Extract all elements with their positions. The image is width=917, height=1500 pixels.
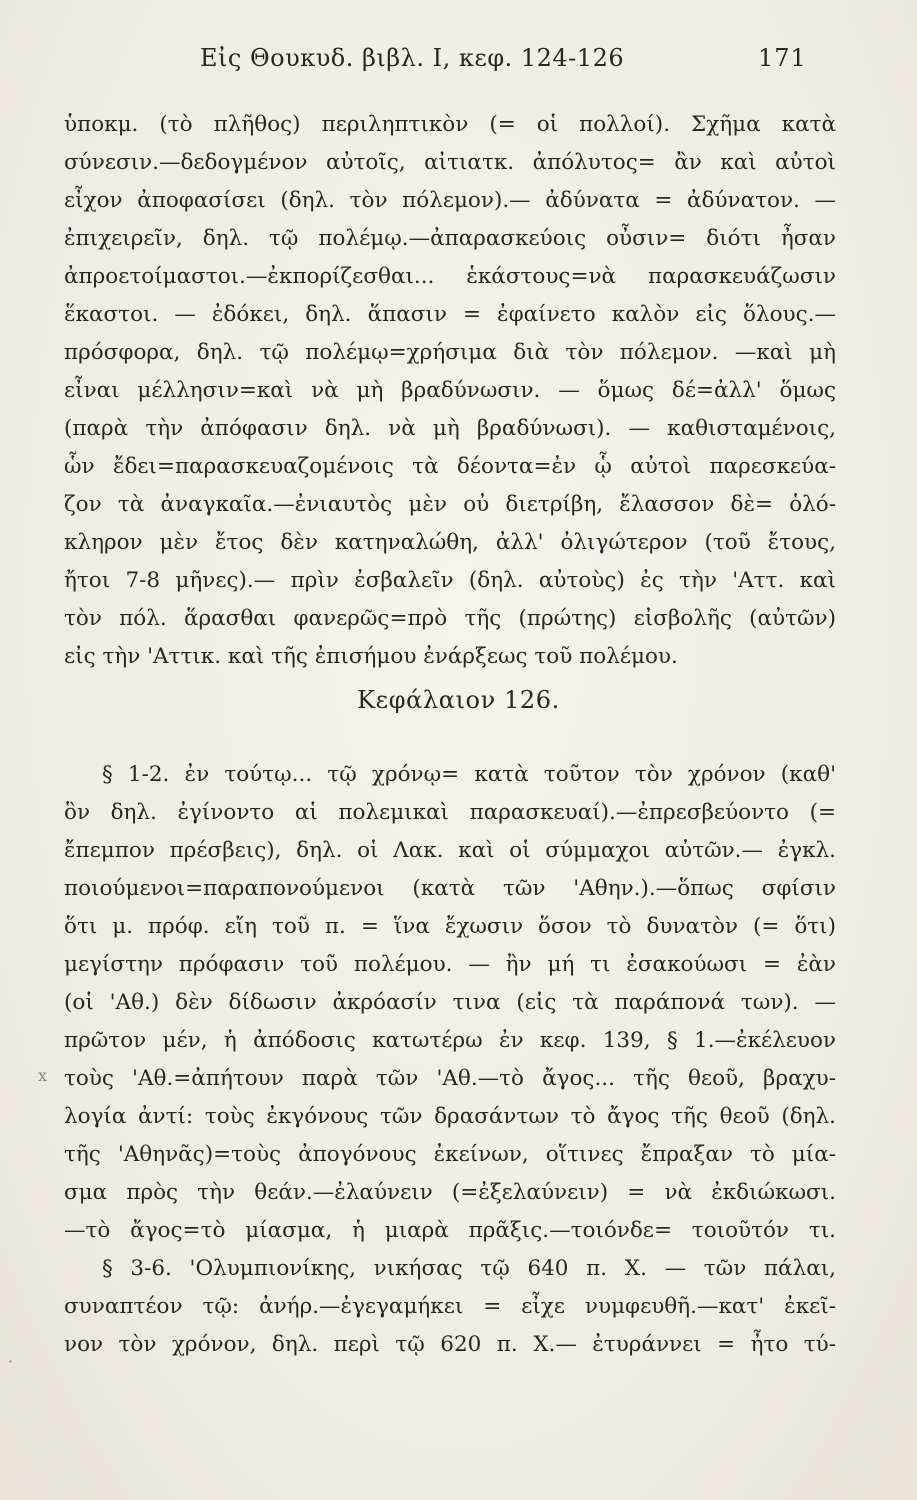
text-line: —τὸ ἄγος=τὸ μίασμα, ἡ μιαρὰ πρᾶξις.—τοιόνδε= τοιοῦτόν τι. <box>64 1218 836 1243</box>
commentary-block-chapter-126 <box>64 756 836 1364</box>
text-line: μεγίστην πρόφασιν τοῦ πολέμου. — ἢν μή τι ἐσακούωσι = ἐὰν <box>64 952 836 977</box>
text-line: νον τὸν χρόνον, δηλ. περὶ τῷ 620 π. Χ.— ἐτυράννει = ἦτο τύ- <box>64 1332 836 1357</box>
text-line: εἰς τὴν 'Αττικ. καὶ τῆς ἐπισήμου ἐνάρξεως τοῦ πολέμου. <box>64 644 678 669</box>
text-line: ὧν ἔδει=παρασκευαζομένοις τὰ δέοντα=ἐν ᾧ αὐτοὶ παρεσκεύα- <box>64 454 836 479</box>
text-line: πρῶτον μέν, ἡ ἀπόδοσις κατωτέρω ἐν κεφ. 139, § 1.—ἐκέλευον <box>64 1028 836 1053</box>
text-line: εἶχον ἀποφασίσει (δηλ. τὸν πόλεμον).— ἀδύνατα = ἀδύνατον. — <box>64 188 836 213</box>
margin-mark: x <box>38 1066 48 1085</box>
text-line: τὸν πόλ. ἅρασθαι φανερῶς=πρὸ τῆς (πρώτης) εἰσβολῆς (αὐτῶν) <box>64 606 836 631</box>
text-line: τοὺς 'Αθ.=ἀπήτουν παρὰ τῶν 'Αθ.—τὸ ἄγος... τῆς θεοῦ, βραχυ- <box>64 1066 836 1091</box>
text-line: ὑποκμ. (τὸ πλῆθος) περιληπτικὸν (= οἱ πολλοί). Σχῆμα κατὰ <box>64 112 836 137</box>
running-head-title: Εἰς Θουκυδ. βιβλ. I, κεφ. 124-126 <box>200 44 625 72</box>
text-line: ὃν δηλ. ἐγίνοντο αἱ πολεμικαὶ παρασκευαί).—ἐπρεσβεύοντο (= <box>64 800 836 825</box>
text-line: λογία ἀντί: τοὺς ἐκγόνους τῶν δρασάντων τὸ ἄγος τῆς θεοῦ (δηλ. <box>64 1104 836 1129</box>
text-line: ζον τὰ ἀναγκαῖα.—ἐνιαυτὸς μὲν οὐ διετρίβη, ἔλασσον δὲ= ὁλό- <box>64 492 836 517</box>
text-line: ἀπροετοίμαστοι.—ἐκπορίζεσθαι... ἑκάστους=νὰ παρασκευάζωσιν <box>64 264 836 289</box>
page-number: 171 <box>758 44 807 72</box>
text-line: εἶναι μέλλησιν=καὶ νὰ μὴ βραδύνωσιν. — ὅμως δέ=ἀλλ' ὅμως <box>64 378 836 403</box>
text-line: (παρὰ τὴν ἀπόφασιν δηλ. νὰ μὴ βραδύνωσι). — καθισταμένοις, <box>64 416 836 441</box>
text-line: (οἱ 'Αθ.) δὲν δίδωσιν ἀκρόασίν τινα (εἰς τὰ παράπονά των). — <box>64 990 836 1015</box>
text-line: σμα πρὸς τὴν θεάν.—ἐλαύνειν (=ἐξελαύνειν) = νὰ ἐκδιώκωσι. <box>64 1180 836 1205</box>
text-line: ποιούμενοι=παραπονούμενοι (κατὰ τῶν 'Αθην.).—ὅπως σφίσιν <box>64 876 836 901</box>
running-head <box>0 44 917 84</box>
text-line: ἔπεμπον πρέσβεις), δηλ. οἱ Λακ. καὶ οἱ σύμμαχοι αὐτῶν.— ἐγκλ. <box>64 838 836 863</box>
commentary-block-chapter-125 <box>64 106 836 676</box>
text-line: πρόσφορα, δηλ. τῷ πολέμῳ=χρήσιμα διὰ τὸν πόλεμον. —καὶ μὴ <box>64 340 836 365</box>
text-line: κληρον μὲν ἔτος δὲν κατηναλώθη, ἀλλ' ὀλιγώτερον (τοῦ ἔτους, <box>64 530 836 555</box>
text-line: συναπτέον τῷ: ἀνήρ.—ἐγεγαμήκει = εἶχε νυμφευθῆ.—κατ' ἐκεῖ- <box>64 1294 836 1319</box>
text-line: σύνεσιν.—δεδογμένον αὐτοῖς, αἰτιατκ. ἀπόλυτος= ἂν καὶ αὐτοὶ <box>64 150 836 175</box>
text-line: ἕκαστοι. — ἐδόκει, δηλ. ἅπασιν = ἐφαίνετο καλὸν εἰς ὅλους.— <box>64 302 836 327</box>
section-start-line: § 1-2. ἐν τούτῳ... τῷ χρόνῳ= κατὰ τοῦτον τὸν χρόνον (καθ' <box>102 762 836 787</box>
margin-mark: · <box>8 1352 14 1371</box>
text-line: ἐπιχειρεῖν, δηλ. τῷ πολέμῳ.—ἀπαρασκεύοις οὖσιν= διότι ἦσαν <box>64 226 836 251</box>
chapter-heading: Κεφάλαιον 126. <box>357 686 560 714</box>
text-line: τῆς 'Αθηνᾶς)=τοὺς ἀπογόνους ἐκείνων, οἵτινες ἔπραξαν τὸ μία- <box>64 1142 836 1167</box>
text-line: ὅτι μ. πρόφ. εἴη τοῦ π. = ἵνα ἔχωσιν ὅσον τὸ δυνατὸν (= ὅτι) <box>64 914 836 939</box>
text-line: ἤτοι 7-8 μῆνες).— πρὶν ἐσβαλεῖν (δηλ. αὐτοὺς) ἐς τὴν 'Αττ. καὶ <box>64 568 836 593</box>
section-start-line: § 3-6. 'Ολυμπιονίκης, νικήσας τῷ 640 π. Χ. — τῶν πάλαι, <box>102 1256 836 1281</box>
